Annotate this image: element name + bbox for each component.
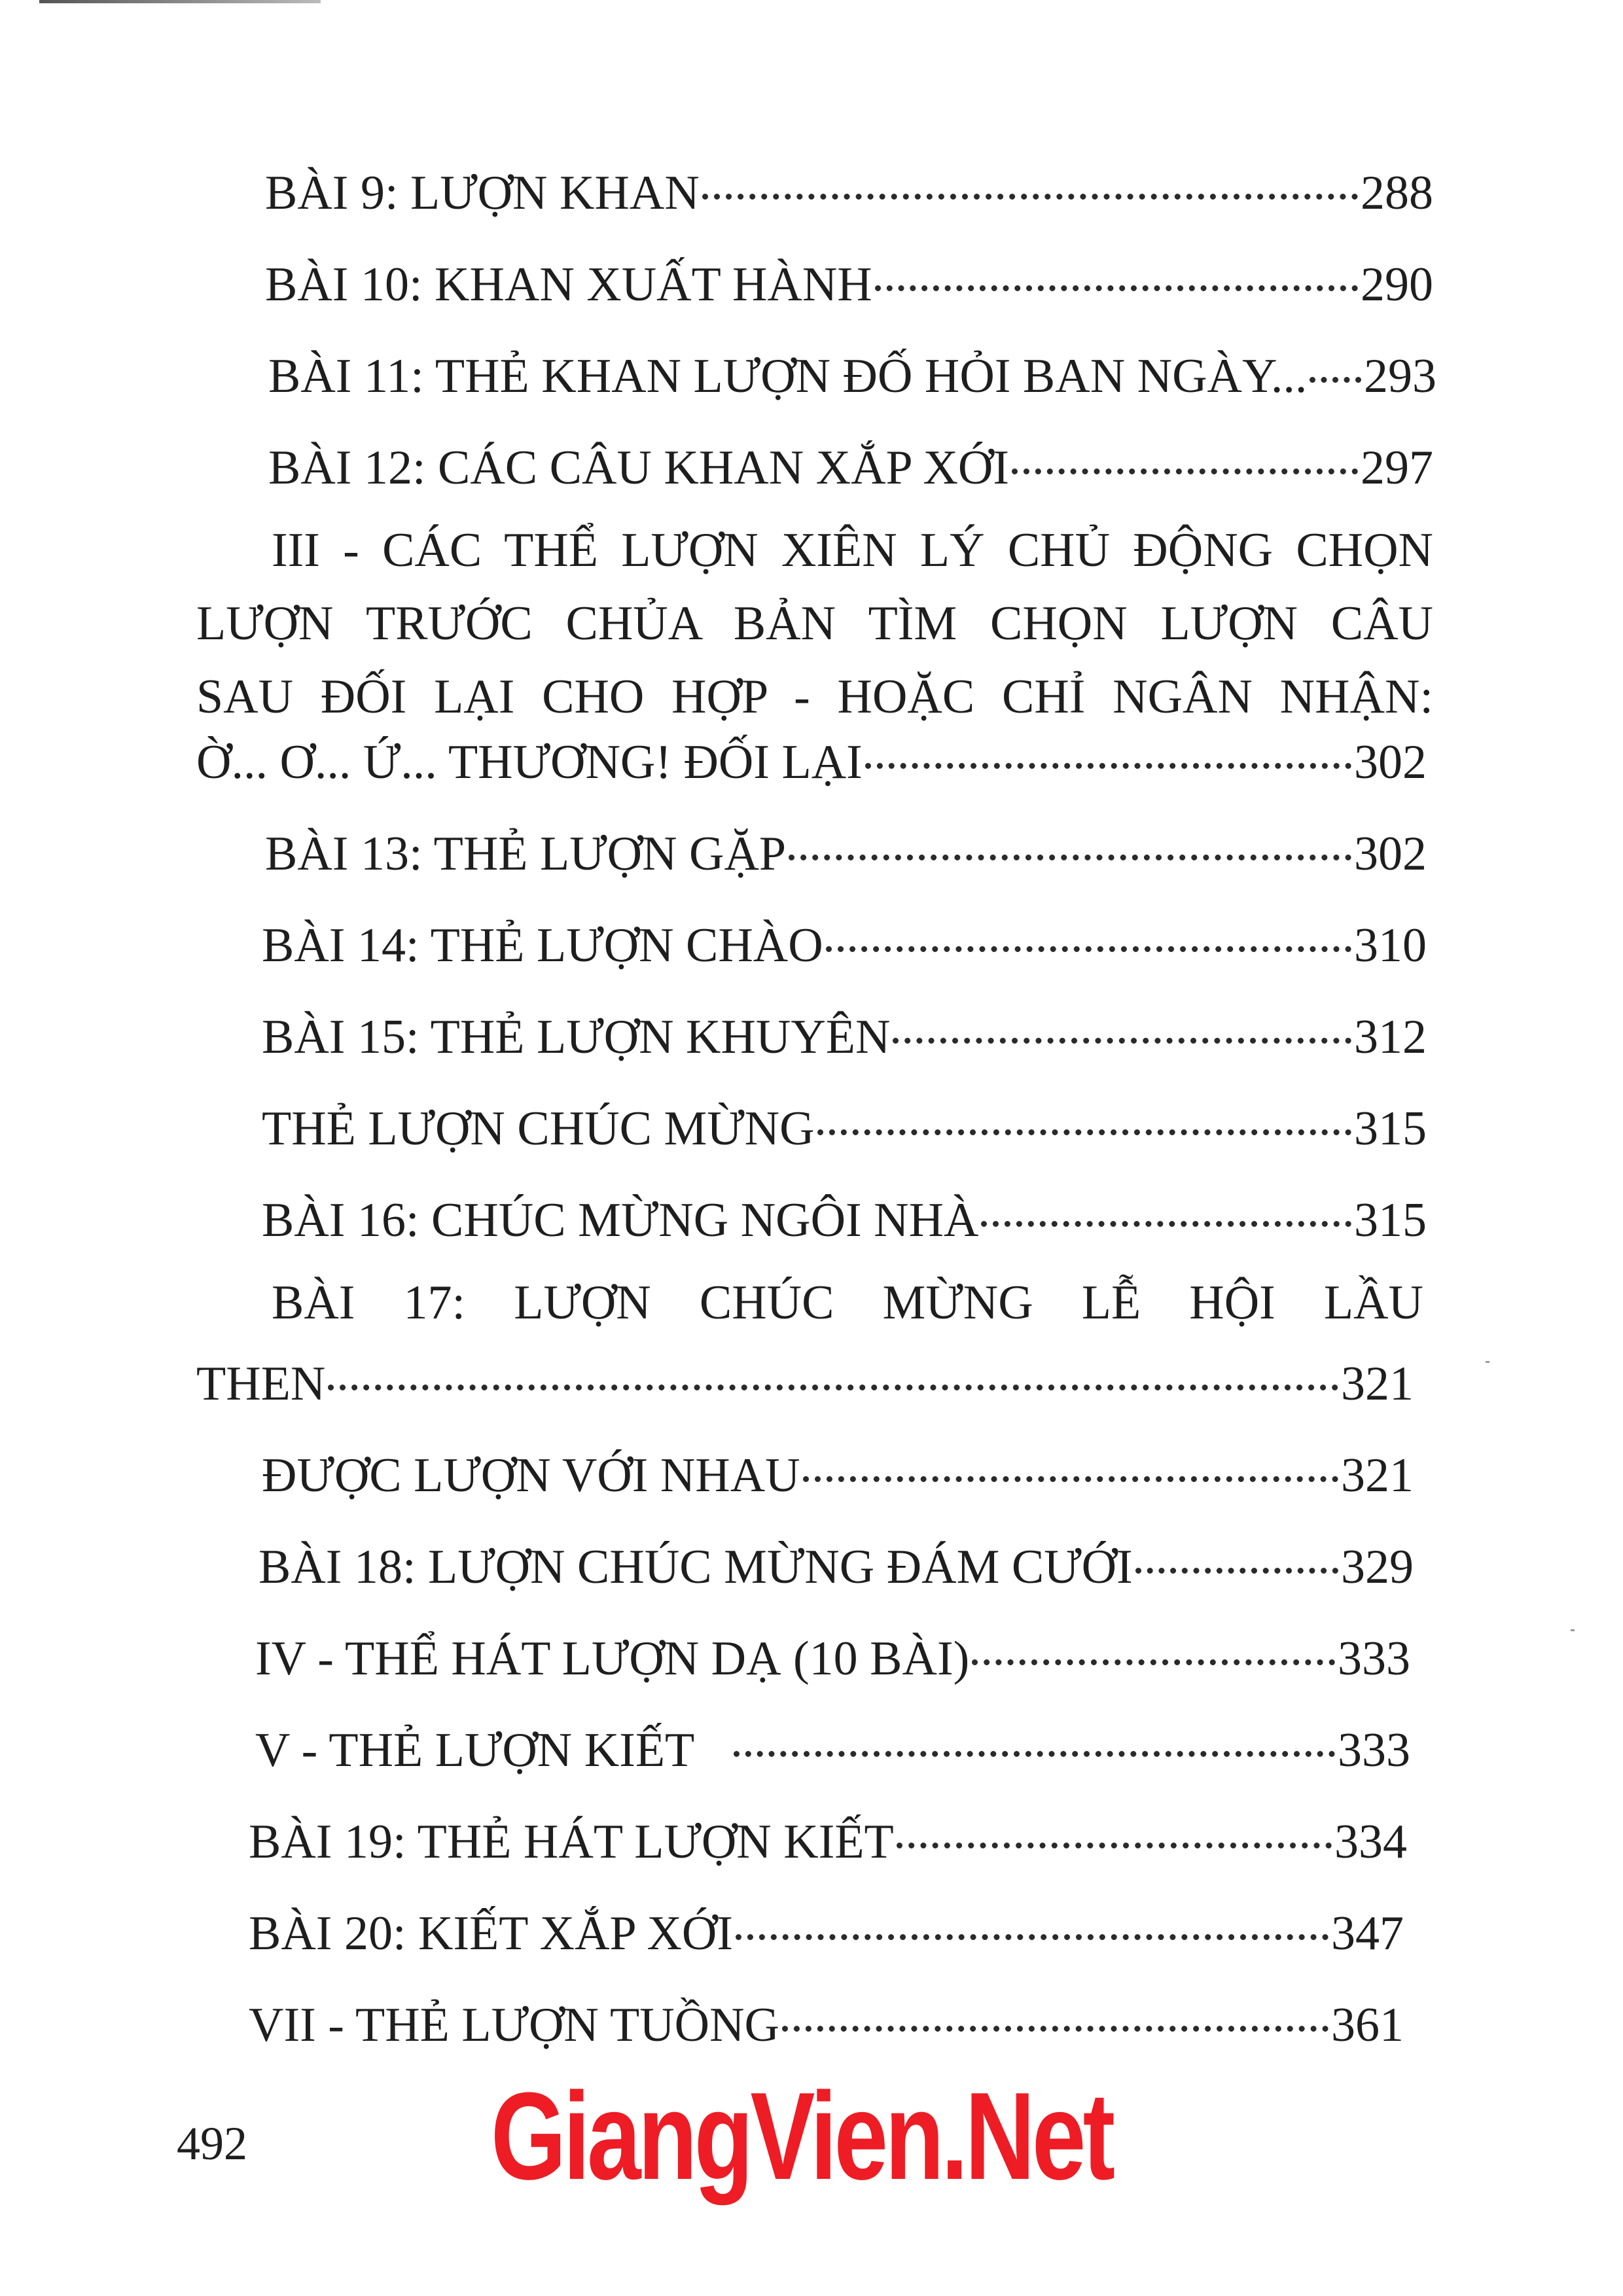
toc-entry-page: 288 [1361,166,1433,220]
toc-entry-page: 302 [1354,827,1427,881]
toc-entry-title: BÀI 11: THẺ KHAN LƯỢN ĐỐ HỎI BAN NGÀY... [268,349,1308,403]
toc-entry[interactable] [265,821,1427,881]
watermark-logo: GiangVien.Net [491,2067,1113,2206]
toc-entry-title: BÀI 12: CÁC CÂU KHAN XẮP XỚI [268,441,1009,495]
dot-leader [897,1809,1332,1858]
toc-entry-page: 312 [1354,1010,1427,1064]
toc-entry-title: BÀI 18: LƯỢN CHÚC MỪNG ĐÁM CƯỚI [259,1540,1133,1594]
section-iii-line-3: SAU ĐỐI LẠI CHO HỢP - HOẶC CHỈ NGÂN NHẬN: [196,670,1433,724]
page-number: 492 [177,2117,247,2170]
toc-entry[interactable] [268,344,1436,403]
dot-leader [1012,435,1358,484]
toc-entry-page: 333 [1338,1632,1410,1686]
toc-entry-title: VII - THẺ LƯỢN TUỒNG [249,1998,780,2052]
toc-bai-17-heading[interactable] [196,1266,1423,1339]
dot-leader [981,1188,1351,1236]
dot-leader [782,1992,1329,2041]
toc-entry-page: 334 [1334,1815,1407,1869]
toc-entry-page: 315 [1354,1193,1427,1247]
dot-leader [789,821,1351,870]
dot-leader [734,1718,1335,1766]
toc-entry-page: 293 [1364,349,1436,403]
toc-entry[interactable] [255,1718,1410,1775]
section-iii-line-1: III - CÁC THỂ LƯỢN XIÊN LÝ CHỦ ĐỘNG CHỌN [272,523,1433,577]
dot-leader [702,160,1358,209]
toc-entry[interactable] [249,1809,1407,1869]
section-iii-line-4: Ờ... Ơ... Ứ... THƯƠNG! ĐỐI LẠI [196,735,863,789]
toc-entry[interactable] [262,1096,1427,1156]
scan-speck [1571,1629,1575,1631]
toc-entry-page: 290 [1361,258,1433,311]
toc-entry-title: BÀI 19: THẺ HÁT LƯỢN KIẾT [249,1815,894,1869]
toc-entry[interactable] [265,252,1433,309]
toc-entry-title: BÀI 13: THẺ LƯỢN GẶP [265,827,787,881]
toc-entry-title: BÀI 10: KHAN XUẤT HÀNH [265,258,872,311]
dot-leader [972,1626,1335,1674]
toc-entry[interactable] [196,1351,1414,1411]
dot-leader [736,1901,1329,1949]
toc-entry-page: 361 [1331,1998,1404,2052]
toc-entry[interactable] [259,1534,1414,1594]
toc-entry[interactable] [249,1992,1404,2052]
scan-speck [1486,1361,1489,1363]
toc-entry-title: ĐƯỢC LƯỢN VỚI NHAU [262,1449,800,1502]
toc-entry-page: 321 [1341,1357,1414,1411]
toc-entry-title: BÀI 9: LƯỢN KHAN [265,166,700,220]
toc-entry[interactable] [268,435,1433,495]
toc-entry[interactable] [196,730,1427,789]
toc-entry-page: 315 [1354,1102,1427,1156]
bai-17-line-1: BÀI 17: LƯỢN CHÚC MỪNG LỄ HỘI LẦU [272,1276,1423,1330]
toc-entry[interactable] [262,1004,1427,1064]
dot-leader [803,1443,1338,1491]
toc-entry-title: BÀI 16: CHÚC MỪNG NGÔI NHÀ [262,1193,979,1247]
toc-entry-page: 347 [1331,1907,1404,1960]
toc-entry-title: BÀI 15: THẺ LƯỢN KHUYÊN [262,1010,891,1064]
toc-entry[interactable] [262,1443,1414,1500]
dot-leader [1135,1534,1338,1583]
section-iii-line-2: LƯỢN TRƯỚC CHỦA BẢN TÌM CHỌN LƯỢN CÂU [196,597,1433,650]
toc-entry-page: 302 [1354,735,1427,789]
dot-leader [817,1096,1351,1144]
toc-entry-title: V - THẺ LƯỢN KIẾT [255,1723,695,1777]
toc-entry-title: BÀI 14: THẺ LƯỢN CHÀO [262,919,823,972]
toc-entry-title: IV - THỂ HÁT LƯỢN DẠ (10 BÀI) [255,1632,970,1686]
toc-entry-page: 321 [1341,1449,1414,1502]
dot-leader [328,1351,1338,1400]
top-edge-shadow [39,0,321,3]
toc-entry-page: 333 [1338,1723,1410,1777]
toc-entry[interactable] [265,160,1433,220]
toc-entry[interactable] [262,1188,1427,1245]
toc-entry-page: 310 [1354,919,1427,972]
toc-section-iii-heading[interactable] [196,514,1433,733]
toc-entry[interactable] [249,1901,1404,1958]
dot-leader [875,252,1358,300]
dot-leader [826,913,1351,961]
toc-entry[interactable] [255,1626,1410,1686]
toc-entry-title: THẺ LƯỢN CHÚC MỪNG [262,1102,815,1156]
dot-leader [865,730,1351,778]
bai-17-line-2: THEN [196,1357,326,1411]
toc-entry[interactable] [262,913,1427,970]
dot-leader [893,1004,1351,1053]
toc-entry-page: 297 [1361,441,1433,495]
dot-leader [1310,344,1361,392]
toc-entry-page: 329 [1341,1540,1414,1594]
toc-entry-title: BÀI 20: KIẾT XẮP XỚI [249,1907,733,1960]
